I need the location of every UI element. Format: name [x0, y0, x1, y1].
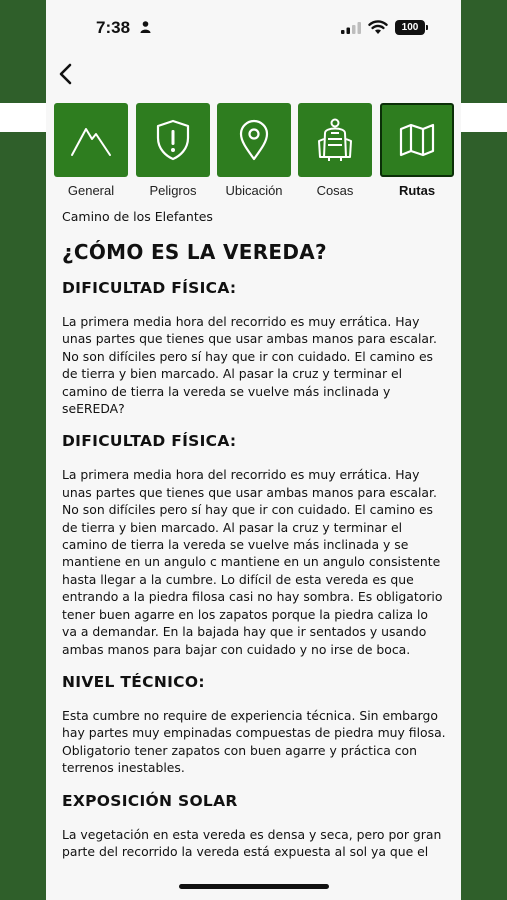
tab-peligros-tile [136, 103, 210, 177]
tab-rutas-tile [380, 103, 454, 177]
home-indicator[interactable] [179, 884, 329, 889]
route-content[interactable] [62, 207, 446, 862]
tab-rutas-label: Rutas [398, 183, 436, 198]
section-tabs [54, 103, 454, 203]
back-chevron-icon[interactable] [56, 62, 76, 86]
background-left [0, 0, 46, 900]
page-title: ¿CÓMO ES LA VEREDA? [62, 240, 327, 264]
location-pin-icon [237, 118, 271, 162]
battery-tip [426, 25, 428, 30]
tab-rutas[interactable] [380, 103, 454, 203]
tab-cosas[interactable] [298, 103, 372, 203]
section-heading: EXPOSICIÓN SOLAR [62, 791, 238, 810]
status-bar [46, 0, 461, 56]
section-text: Esta cumbre no require de experiencia técnica. Sin embargo hay partes muy empinadas compuestas de piedra muy filosa. Obligatorio tener zapatos con buen agarre y práctica con terrenos inestables. [62, 707, 446, 776]
battery-icon: 100 [395, 20, 425, 35]
app-screen [46, 0, 461, 900]
section-heading: DIFICULTAD FÍSICA: [62, 279, 237, 297]
route-name: Camino de los Elefantes [62, 209, 213, 224]
background-right [461, 0, 507, 900]
wifi-icon [368, 20, 388, 35]
section-text: La primera media hora del recorrido es muy errática. Hay unas partes que tienes que usar ambas manos para escalar. No son difíciles pero sí hay que ir con cuidado. El camino es de tierra y bien marcado. Al pasar la cruz y terminar el camino de tierra la vereda se vuelve más inclinada y se mantiene en un angulo c mantiene en un angulo consistente hasta llegar a la cumbre. Lo difícil de esta vereda es que entrando a la piedra filosa casi no hay sombra. Es obligatorio tener buen agarre en los zapatos porque la piedra caliza lo va a demandar. En la bajada hay que ir sentados y usando ambas manos para bajar con cuidado y no irse de boca. [62, 467, 443, 657]
tab-peligros[interactable] [136, 103, 210, 203]
section-text: La vegetación en esta vereda es densa y seca, pero por gran parte del recorrido la vereda está expuesta al sol ya que el [62, 826, 442, 859]
tab-ubicacion[interactable] [217, 103, 291, 203]
backpack-icon [315, 117, 355, 163]
tab-general-tile [54, 103, 128, 177]
tab-general-label: General [67, 183, 115, 198]
bottom-bar [46, 862, 461, 900]
tab-general[interactable] [54, 103, 128, 203]
section-heading: DIFICULTAD FÍSICA: [62, 432, 237, 451]
tab-cosas-label: Cosas [316, 183, 354, 198]
tab-cosas-tile [298, 103, 372, 177]
map-icon [398, 122, 436, 158]
mountain-icon [70, 121, 112, 159]
tab-peligros-label: Peligros [149, 183, 197, 198]
signal-icon [341, 22, 361, 34]
section-heading: NIVEL TÉCNICO: [62, 672, 205, 691]
shield-warning-icon [153, 118, 193, 162]
person-icon [140, 21, 151, 33]
status-time: 7:38 [96, 18, 131, 37]
tab-ubicacion-label: Ubicación [225, 183, 283, 198]
section-text: La primera media hora del recorrido es muy errática. Hay unas partes que tienes que usar ambas manos para escalar. No son difíciles pero sí hay que ir con cuidado. El camino es de tierra y bien marcado. Al pasar la cruz y terminar el camino de tierra la vereda se vuelve más inclinada y seEREDA? [62, 314, 437, 417]
tab-ubicacion-tile [217, 103, 291, 177]
